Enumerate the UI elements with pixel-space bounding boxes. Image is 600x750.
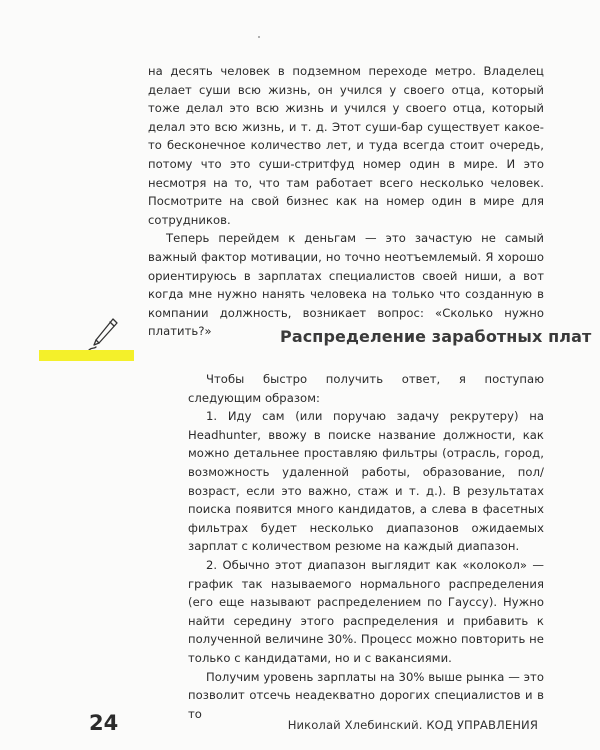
list-text-block — [188, 370, 544, 723]
section-heading: Распределение заработных плат — [280, 327, 592, 346]
scan-speck — [258, 36, 260, 38]
running-head: Николай Хлебинский. КОД УПРАВЛЕНИЯ — [287, 718, 538, 732]
page-number: 24 — [89, 711, 119, 735]
list-item-1: 1. Иду сам (или поручаю задачу рекрутеру) на Headhunter, ввожу в поиске название должности, как можно детальнее проставляю фильтры (отрасль, город, возможность удаленной работы, образование, пол/возраст, если это важно, стаж и т. д.). В результатах поиска появится много кандидатов, а слева в фасетных фильтрах будет несколько диапазонов ожидаемых зарплат с количеством резюме на каждый диапазон. — [188, 409, 544, 554]
list-item-2: 2. Обычно этот диапазон выглядит как «колокол» — график так называемого нормального распределения (его еще называют распределением по Гауссу). Нужно найти середину этого распределения и прибавить к полученной величине 30%. Процесс можно повторить не только с кандидатами, но и с вакансиями. — [188, 557, 544, 665]
top-text-block — [148, 62, 544, 341]
paragraph-intro: Чтобы быстро получить ответ, я поступаю следующим образом: — [188, 372, 544, 405]
highlighter-bar — [39, 350, 134, 361]
paragraph-result: Получим уровень зарплаты на 30% выше рынка — это позволит отсечь неадекватно дорогих специалистов и в то — [188, 669, 544, 721]
pencil-icon — [86, 316, 120, 354]
paragraph-money: Теперь перейдем к деньгам — это зачастую не самый важный фактор мотивации, но точно неотъемлемый. Я хорошо ориентируюсь в зарплатах специалистов своей ниши, а вот когда мне нужно нанять человека на только что созданную в компании должность, возникает вопрос: «Сколько нужно платить?» — [148, 231, 544, 339]
paragraph-sushi: на десять человек в подземном переходе метро. Владелец делает суши всю жизнь, он учился у своего отца, который тоже делал это всю жизнь и учился у своего отца, который делал это всю жизнь, и т. д. Этот суши-бар существует какое-то бесконечное количество лет, и туда всегда стоит очередь, потому что это суши-стритфуд номер один в мире. И это несмотря на то, что там работает всего несколько человек. Посмотрите на свой бизнес как на номер один в мире для сотрудников. — [148, 64, 544, 227]
